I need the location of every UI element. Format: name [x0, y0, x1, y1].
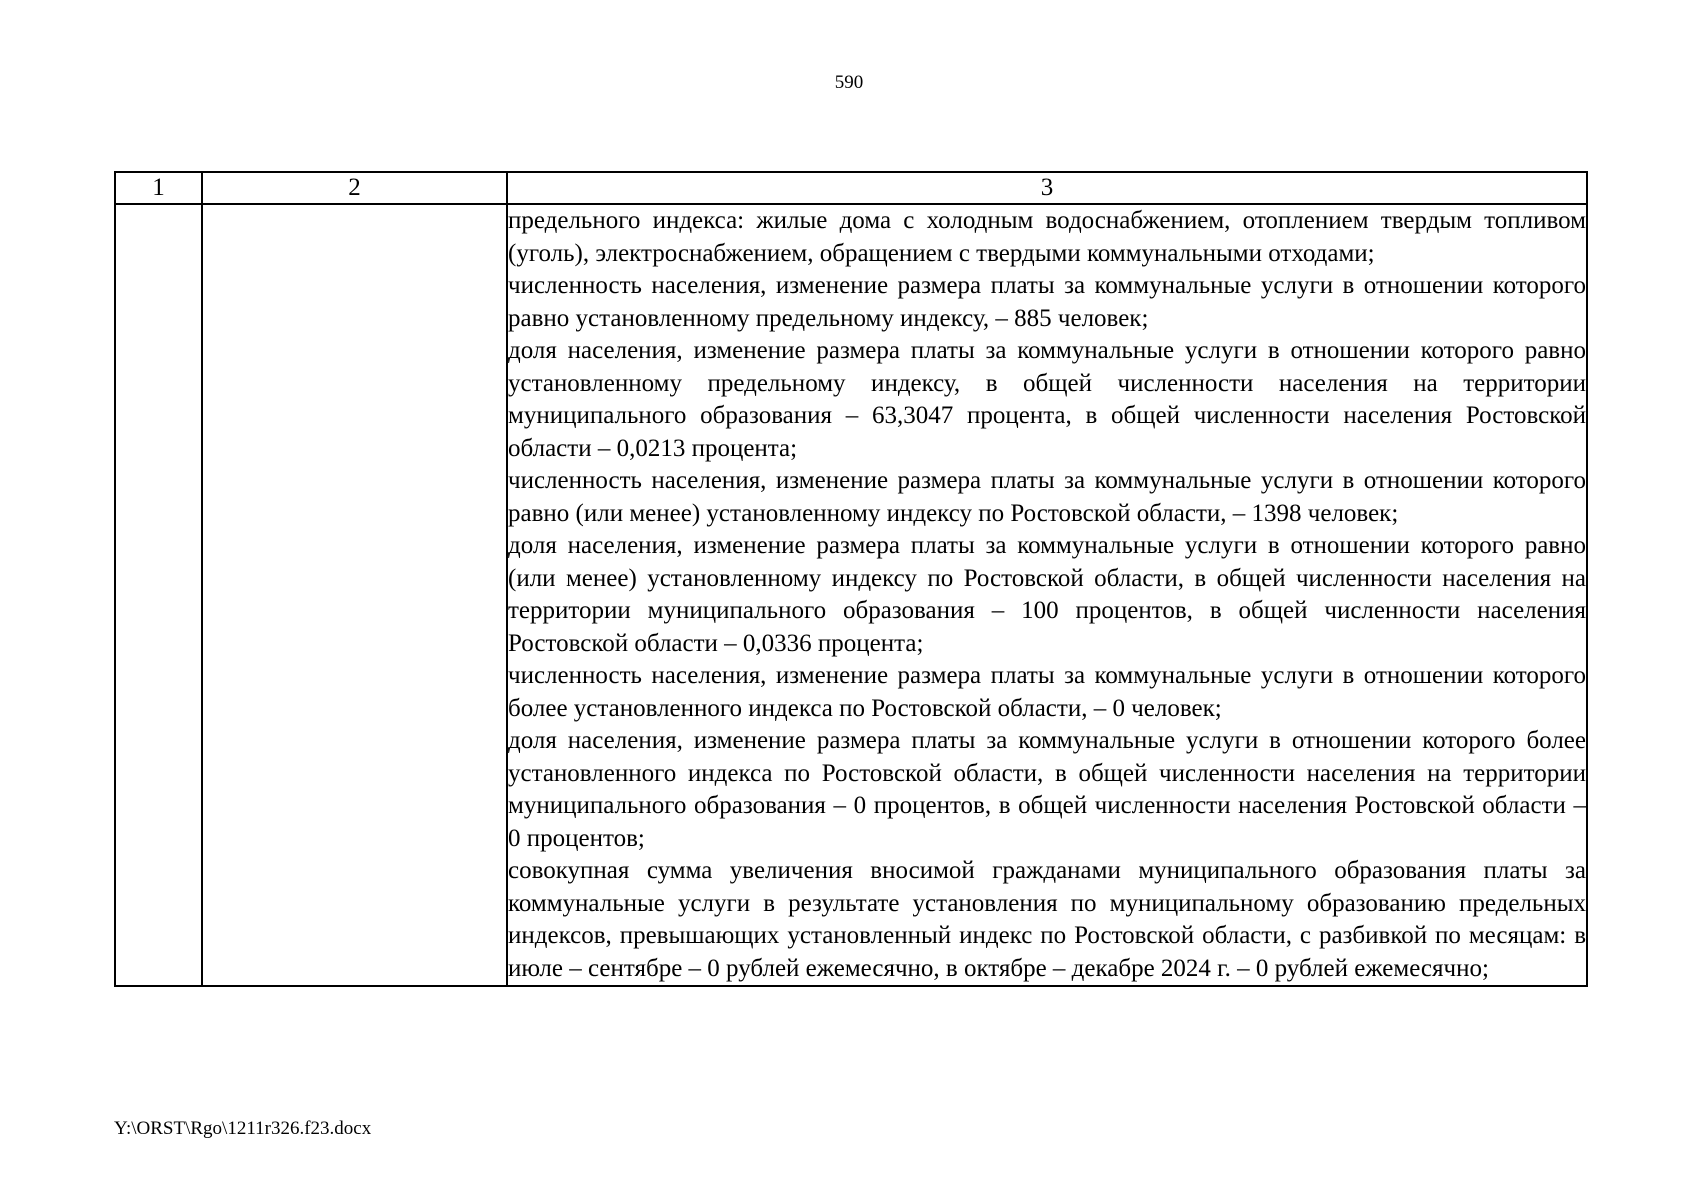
paragraph: доля населения, изменение размера платы за коммунальные услуги в отношении которого более установленного индекса по Ростовской области, в общей численности населения на территории муниципального образования – 0 процентов, в общей численности населения Ростовской области – 0 процентов; — [508, 727, 1586, 852]
cell-column-3 — [507, 204, 1587, 986]
column-header-2: 2 — [202, 172, 507, 204]
table-row — [115, 204, 1587, 986]
paragraph: численность населения, изменение размера платы за коммунальные услуги в отношении которого равно установленному предельному индексу, – 885 человек; — [508, 272, 1586, 332]
cell-column-2 — [202, 204, 507, 986]
column-header-3: 3 — [507, 172, 1587, 204]
document-table — [114, 171, 1588, 987]
table-header-row — [115, 172, 1587, 204]
page-number: 590 — [834, 72, 864, 93]
column-header-1: 1 — [115, 172, 202, 204]
cell-column-1 — [115, 204, 202, 986]
paragraph: численность населения, изменение размера платы за коммунальные услуги в отношении которого более установленного индекса по Ростовской области, – 0 человек; — [508, 662, 1586, 722]
paragraph: доля населения, изменение размера платы за коммунальные услуги в отношении которого равно (или менее) установленному индексу по Ростовской области, в общей численности населения на территории муниципального образования – 100 процентов, в общей численности населения Ростовской области – 0,0336 процента; — [508, 532, 1586, 657]
paragraph: доля населения, изменение размера платы за коммунальные услуги в отношении которого равно установленному предельному индексу, в общей численности населения на территории муниципального образования – 63,3047 процента, в общей численности населения Ростовской области – 0,0213 процента; — [508, 337, 1586, 462]
paragraph: численность населения, изменение размера платы за коммунальные услуги в отношении которого равно (или менее) установленному индексу по Ростовской области, – 1398 человек; — [508, 467, 1586, 527]
footer-file-path: Y:\ORST\Rgo\1211r326.f23.docx — [114, 1118, 372, 1139]
paragraph: совокупная сумма увеличения вносимой гражданами муниципального образования платы за коммунальные услуги в результате установления по муниципальному образованию предельных индексов, превышающих установленный индекс по Ростовской области, с разбивкой по месяцам: в июле – сентябре – 0 рублей ежемесячно, в октябре – декабре 2024 г. – 0 рублей ежемесячно; — [508, 857, 1586, 982]
paragraph: предельного индекса: жилые дома с холодным водоснабжением, отоплением твердым топливом (уголь), электроснабжением, обращением с твердыми коммунальными отходами; — [508, 207, 1586, 267]
